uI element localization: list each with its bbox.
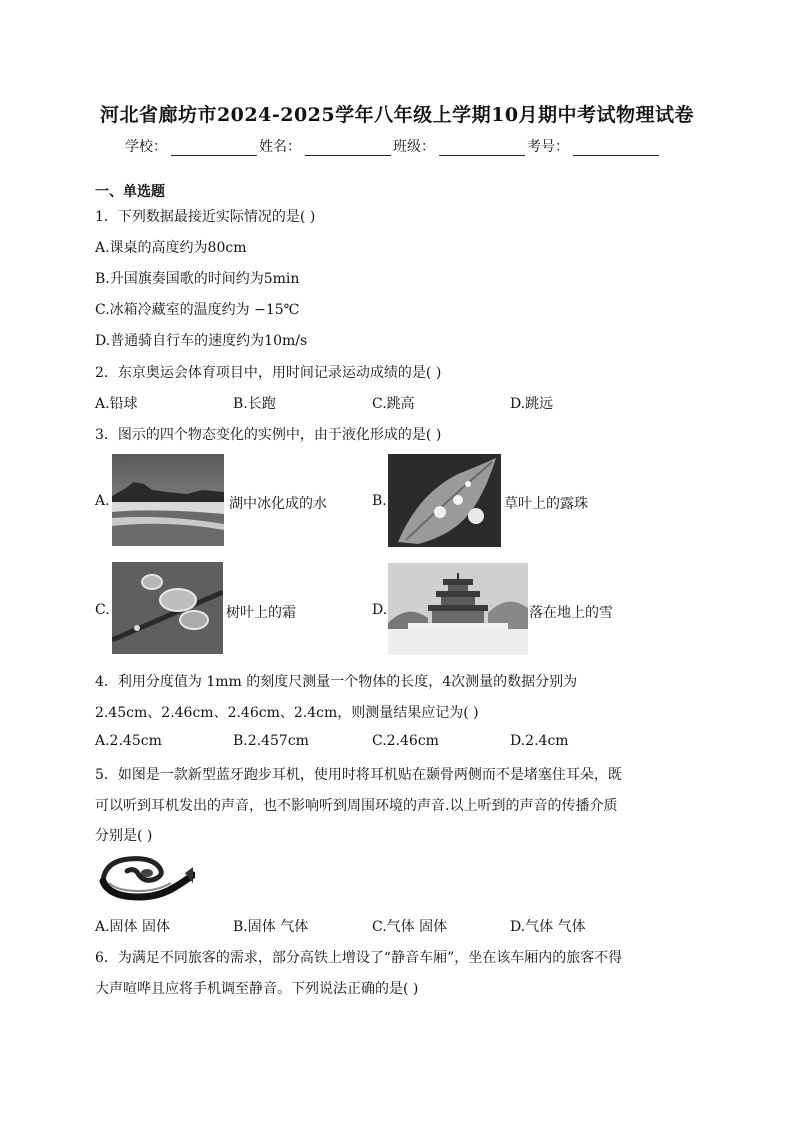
lake-ice-image: [112, 454, 224, 546]
school-blank: [171, 141, 257, 156]
frost-leaf-image: [112, 562, 223, 654]
number-blank: [573, 141, 659, 156]
q2-option-c: C.跳高: [372, 396, 415, 412]
class-blank: [439, 141, 525, 156]
q3-option-c-text: 树叶上的霜: [226, 605, 296, 621]
name-label: 姓名：: [259, 139, 301, 155]
q4-option-d: D.2.4cm: [510, 733, 569, 749]
q3-option-d-text: 落在地上的雪: [529, 605, 613, 621]
q4-stem-line2: 2.45cm、2.46cm、2.46cm、2.4cm，则测量结果应记为( ): [95, 705, 479, 721]
q3-stem: 3．图示的四个物态变化的实例中，由于液化形成的是( ): [95, 427, 442, 443]
q2-option-d: D.跳远: [510, 396, 554, 412]
q2-option-a: A.铅球: [95, 396, 138, 412]
q3-option-a-text: 湖中冰化成的水: [229, 496, 327, 512]
q2-option-b: B.长跑: [233, 396, 276, 412]
q3-option-b-letter: B.: [372, 493, 387, 509]
q6-stem-line1: 6．为满足不同旅客的需求，部分高铁上增设了“静音车厢”，坐在该车厢内的旅客不得: [95, 950, 623, 966]
q5-stem-line3: 分别是( ): [95, 828, 153, 844]
number-label: 考号：: [527, 139, 569, 155]
q4-stem-line1: 4．利用分度值为 1mm 的刻度尺测量一个物体的长度，4次测量的数据分别为: [95, 674, 578, 690]
dew-leaf-image: [388, 454, 501, 547]
q3-option-d-letter: D.: [372, 602, 388, 618]
q5-option-b: B.固体 气体: [233, 919, 309, 935]
q4-option-c: C.2.46cm: [372, 733, 439, 749]
school-label: 学校：: [125, 139, 167, 155]
q5-stem-line2: 可以听到耳机发出的声音，也不影响听到周围环境的声音.以上听到的声音的传播介质: [95, 798, 618, 814]
q1-option-a: A.课桌的高度约为80cm: [95, 240, 247, 256]
q1-option-d: D.普通骑自行车的速度约为10m/s: [95, 333, 308, 349]
q4-option-a: A.2.45cm: [95, 733, 162, 749]
q1-stem: 1．下列数据最接近实际情况的是( ): [95, 209, 316, 225]
q5-option-a: A.固体 固体: [95, 919, 171, 935]
bone-conduction-headphone-image: [99, 853, 195, 903]
q4-option-b: B.2.457cm: [233, 733, 309, 749]
q3-option-c-letter: C.: [95, 602, 110, 618]
student-info-row: [125, 136, 661, 156]
q6-stem-line2: 大声喧哗且应将手机调至静音。下列说法正确的是( ): [95, 981, 419, 997]
q3-option-b-text: 草叶上的露珠: [504, 496, 588, 512]
q1-option-b: B.升国旗奏国歌的时间约为5min: [95, 271, 300, 287]
q5-option-d: D.气体 气体: [510, 919, 586, 935]
name-blank: [305, 141, 391, 156]
class-label: 班级：: [393, 139, 435, 155]
section-heading: 一、单选题: [95, 184, 165, 200]
q5-option-c: C.气体 固体: [372, 919, 448, 935]
q3-option-a-letter: A.: [95, 493, 110, 509]
exam-title: 河北省廊坊市2024-2025学年八年级上学期10月期中考试物理试卷: [99, 104, 695, 126]
snow-temple-image: [388, 563, 528, 655]
q2-stem: 2．东京奥运会体育项目中，用时间记录运动成绩的是( ): [95, 365, 442, 381]
q5-stem-line1: 5．如图是一款新型蓝牙跑步耳机，使用时将耳机贴在颞骨两侧而不是堵塞住耳朵，既: [95, 767, 622, 783]
q1-option-c: C.冰箱冷藏室的温度约为 −15℃: [95, 302, 300, 318]
